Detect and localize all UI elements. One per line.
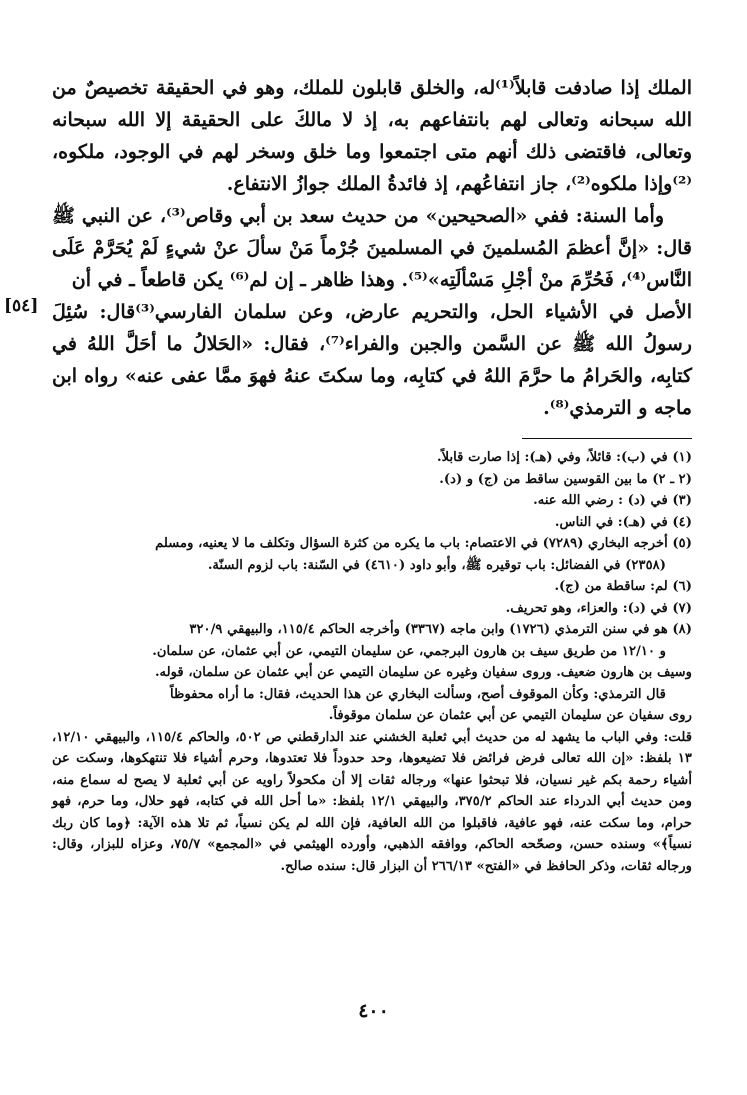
footnote-divider [522,438,692,439]
footnote-7: (٧) في (د): والعزاء، وهو تحريف. [505,600,692,616]
main-text [4,72,692,424]
footnote-1: (١) في (ب): قائلاً، وفي (هـ): إذا صارت قابلاً. [437,450,692,465]
page-number: ٤٠٠ [358,1000,389,1022]
footnote-4: (٤) في (هـ): في الناس. [554,514,692,530]
footnote-6: (٦) لم: ساقطة من (ج). [554,579,692,594]
margin-marker: [٥٤] [4,296,39,316]
main-paragraph-3: الأصل في الأشياء الحل، والتحريم عارض، وعن سلمان الفارسي⁽³⁾قال: سُئِلَ رسولُ الله ﷺ عن السَّمن والجبن والفراء⁽⁷⁾، فقال: «الحَلالُ ما أحَلَّ اللهُ في كتابِه، والحَرامُ ما حرَّمَ اللهُ في كتابِه، وما سكتَ عنهُ فهوَ ممَّا عفى عنه» رواه ابن ماجه و الترمذي⁽⁸⁾. [52,301,692,419]
footnote-5-line-1: (٥) أخرجه البخاري (٧٢٨٩) في الاعتصام: باب ما يكره من كثرة السؤال وتكلف ما لا يعنيه، ومسلم [155,536,692,551]
footnote-5-line-2: (٢٣٥٨) في الفضائل: باب توقيره ﷺ، وأبو داود (٤٦١٠) في السّنة: باب لزوم السنّة. [207,557,666,573]
footnote-3: (٣) في (د) : رضي الله عنه. [533,493,692,508]
footnote-8-line-5: روى سفيان عن سليمان التيمي عن أبي عثمان عن سلمان موقوفاً. [328,708,692,723]
page-body [4,72,693,877]
main-paragraph-1: الملك إذا صادفت قابلاً⁽¹⁾له، والخلق قابلون للملك، وهو في الحقيقة تخصيصٌ من الله سبحانه وتعالى لهم بانتفاعهم به، إذ لا مالكَ على الحقيقة إلا الله سبحانه وتعالى، فاقتضى ذلك أنهم متى اجتمعوا وما خلق وسخر لهم في الوجود، ملكوه، ⁽²⁾وإذا ملكوه⁽²⁾، جاز انتفاعُهم، إذ فائدةُ الملك جوازُ الانتفاع. [52,77,692,195]
footnote-8-commentary: قلت: وفي الباب ما يشهد له من حديث أبي ثعلبة الخشني عند الدارقطني ص ٥٠٢، والحاكم ١١٥/٤، والبيهقي ١٢/١٠، ١٣ بلفظ: «إن الله تعالى فرض فرائض فلا تضيعوها، وحد حدوداً فلا تعتدوها، وحرم أشياء فلا تنتهكوها، وسكت عن أشياء رحمة بكم غير نسيان، فلا تبحثوا عنها» ورجاله ثقات إلا أن مكحولاً راويه عن أبي ثعلبة لا يصح له سماع منه، ومن حديث أبي الدرداء عند الحاكم ٣٧٥/٢، والبيهقي ١٢/١ بلفظ: «ما أحل الله في كتابه، فهو حلال، وما حرم، فهو حرام، وما سكت عنه، فهو عافية، فاقبلوا من الله العافية، فإن الله لم يكن نسياً، ثم تلا هذه الآية: ﴿وما كان ربك نسياً﴾» وسنده حسن، وصحّحه الحاكم، ووافقه الذهبي، وأورده الهيثمي في «المجمع» ٧٥/٧، وعزاه للبزار، وقال: ورجاله ثقات، وذكر الحافظ في «الفتح» ٢٦٦/١٣ أن البزار قال: سنده صالح. [52,729,693,874]
main-paragraph-3-wrapper [4,296,692,424]
footnote-8-line-1: (٨) هو في سنن الترمذي (١٧٢٦) وابن ماجه (٣٣٦٧) وأخرجه الحاكم ١١٥/٤، والبيهقي ٣٢٠/٩ [189,622,692,637]
footnote-8-line-2: و ١٢/١٠ من طريق سيف بن هارون البرجمي، عن سليمان التيمي، عن أبي عثمان، عن سلمان. [152,643,666,659]
footnote-2: (٢ ـ ٢) ما بين القوسين ساقط من (ج) و (د). [439,471,692,487]
footnote-8-line-3: وسيف بن هارون ضعيف. وروى سفيان وغيره عن سليمان التيمي عن أبي عثمان عن سلمان، قوله. [154,665,692,680]
footnotes [52,447,692,877]
footnote-8-line-4: قال الترمذي: وكأن الموقوف أصح، وسألت البخاري عن هذا الحديث، فقال: ما أراه محفوظاً [169,686,666,702]
main-paragraph-2: وأما السنة: ففي «الصحيحين» من حديث سعد بن أبي وقاص⁽³⁾، عن النبي ﷺ قال: «إنَّ أعظمَ المُسلمينَ في المسلمينَ جُرْماً مَنْ سألَ عنْ شيءٍ لَمْ يُحَرَّمْ عَلَى النَّاس⁽⁴⁾، فَحُرِّمَ منْ أجْلِ مَسْألَتِه»⁽⁵⁾. وهذا ظاهر ـ إن لم⁽⁶⁾ يكن قاطعاً ـ في أن [52,205,692,291]
